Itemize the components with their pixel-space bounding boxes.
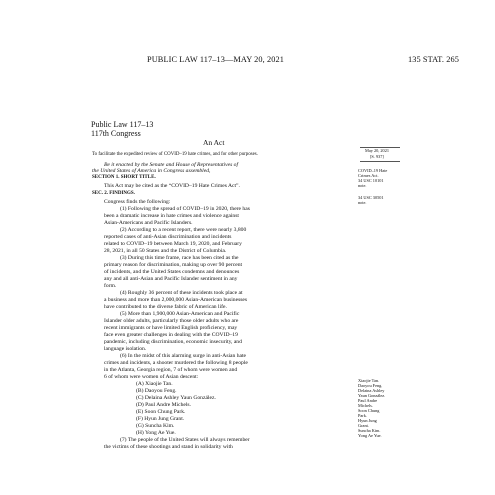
body-line: (5) More than 1,900,000 Asian-American and Pacific bbox=[120, 311, 240, 317]
page-citation: 135 STAT. 265 bbox=[408, 55, 459, 64]
enacting-clause-2: the United States of America in Congress assembled, bbox=[92, 168, 211, 174]
act-purpose: To facilitate the expedited review of COVID–19 hate crimes, and for other purposes. bbox=[92, 152, 258, 157]
body-line: a business and more than 2,000,000 Asian-American businesses bbox=[104, 297, 248, 303]
section-2-heading: SEC. 2. FINDINGS. bbox=[92, 191, 135, 196]
body-line: (3) During this time frame, race has been cited as the bbox=[120, 255, 239, 261]
body-line: of incidents, and the United States condemns and denounces bbox=[104, 269, 240, 275]
body-line: face even greater challenges in dealing with the COVID–19 bbox=[104, 332, 238, 338]
margin-note-line: 34 USC 30501 bbox=[358, 195, 384, 200]
body-line: Islander older adults, particularly those older adults who are bbox=[104, 318, 239, 324]
body-line: language isolation. bbox=[104, 346, 147, 352]
body-line: primary reason for discrimination, making up over 90 percent bbox=[104, 262, 243, 268]
running-header-left: PUBLIC LAW 117–13—MAY 20, 2021 bbox=[147, 55, 285, 64]
body-line: (7) The people of the United States will always remember bbox=[120, 437, 250, 443]
act-heading: An Act bbox=[203, 138, 225, 147]
body-line: Asian-Americans and Pacific Islanders. bbox=[104, 220, 193, 226]
margin-name-line: Yong Ae Yue. bbox=[358, 433, 382, 438]
margin-rule-bottom bbox=[360, 161, 400, 162]
margin-name-line: Hyun Jung bbox=[358, 418, 377, 423]
margin-date: May 20, 2021 bbox=[365, 148, 389, 153]
margin-name-line: Suncha Kim. bbox=[358, 428, 381, 433]
victim-item: (H) Yong Ae Yue. bbox=[136, 430, 176, 436]
body-line: (4) Roughly 36 percent of these incidents took place at bbox=[120, 290, 243, 296]
body-line: have contributed to the diverse fabric of American life. bbox=[104, 304, 227, 310]
congress-finds: Congress finds the following: bbox=[104, 199, 171, 205]
margin-name-line: Paul Andre bbox=[358, 398, 378, 403]
margin-note-line: 34 USC 10101 bbox=[358, 178, 384, 183]
public-law-number: Public Law 117–13 bbox=[91, 120, 154, 129]
congress-number: 117th Congress bbox=[91, 129, 141, 138]
body-line: 6 of whom were women of Asian descent: bbox=[104, 374, 199, 380]
margin-name-line: Michels. bbox=[358, 403, 373, 408]
body-line: (6) In the midst of this alarming surge in anti-Asian hate bbox=[120, 353, 247, 359]
body-line: 28, 2021, in all 50 States and the District of Columbia. bbox=[104, 248, 227, 254]
victim-item: (E) Soon Chung Park. bbox=[136, 409, 186, 415]
margin-name-line: Yaun González. bbox=[358, 393, 386, 398]
margin-bill-number: [S. 937] bbox=[370, 154, 384, 159]
enacting-clause-1: Be it enacted by the Senate and House of Representatives of bbox=[104, 162, 239, 168]
body-line: in the Atlanta, Georgia region, 7 of whom were women and bbox=[104, 367, 238, 373]
margin-note-line: note. bbox=[358, 183, 367, 188]
section-1-heading: SECTION 1. SHORT TITLE. bbox=[92, 175, 156, 180]
body-line: reported cases of anti-Asian discrimination and incidents bbox=[104, 234, 232, 240]
victim-item: (G) Suncha Kim. bbox=[136, 423, 175, 429]
victim-item: (F) Hyun Jung Grant. bbox=[136, 416, 185, 422]
body-line: form. bbox=[104, 283, 117, 289]
body-line: the victims of these shootings and stand in solidarity with bbox=[104, 444, 233, 450]
section-1-text: This Act may be cited as the “COVID–19 Hate Crimes Act”. bbox=[104, 183, 240, 189]
victim-item: (B) Daoyou Feng. bbox=[136, 388, 177, 394]
victim-item: (C) Delaina Ashley Yaun González. bbox=[136, 395, 216, 401]
body-line: related to COVID–19 between March 19, 2020, and February bbox=[104, 241, 242, 247]
body-line: recent immigrants or have limited English proficiency, may bbox=[104, 325, 238, 331]
margin-name-line: Grant. bbox=[358, 423, 369, 428]
margin-name-line: Soon Chung bbox=[358, 408, 380, 413]
body-line: (1) Following the spread of COVID–19 in 2020, there has bbox=[120, 206, 250, 212]
victim-item: (D) Paul Andre Michels. bbox=[136, 402, 191, 408]
body-line: been a dramatic increase in hate crimes and violence against bbox=[104, 213, 239, 219]
body-line: crimes and incidents, a shooter murdered the following 8 people bbox=[104, 360, 248, 366]
margin-note-line: Crimes Act. bbox=[358, 173, 379, 178]
body-line: any and all anti-Asian and Pacific Islander sentiment in any bbox=[104, 276, 238, 282]
margin-name-line: Park. bbox=[358, 413, 367, 418]
margin-name-line: Delaina Ashley bbox=[358, 388, 385, 393]
margin-note-line: COVID–19 Hate bbox=[358, 168, 388, 173]
body-line: (2) According to a recent report, there were nearly 3,800 bbox=[120, 227, 247, 233]
margin-note-line: note. bbox=[358, 200, 367, 205]
body-line: pandemic, including discrimination, economic insecurity, and bbox=[104, 339, 242, 345]
victim-item: (A) Xiaojie Tan. bbox=[136, 381, 173, 387]
margin-name-line: Xiaojie Tan. bbox=[358, 378, 380, 383]
margin-name-line: Daoyou Feng. bbox=[358, 383, 383, 388]
